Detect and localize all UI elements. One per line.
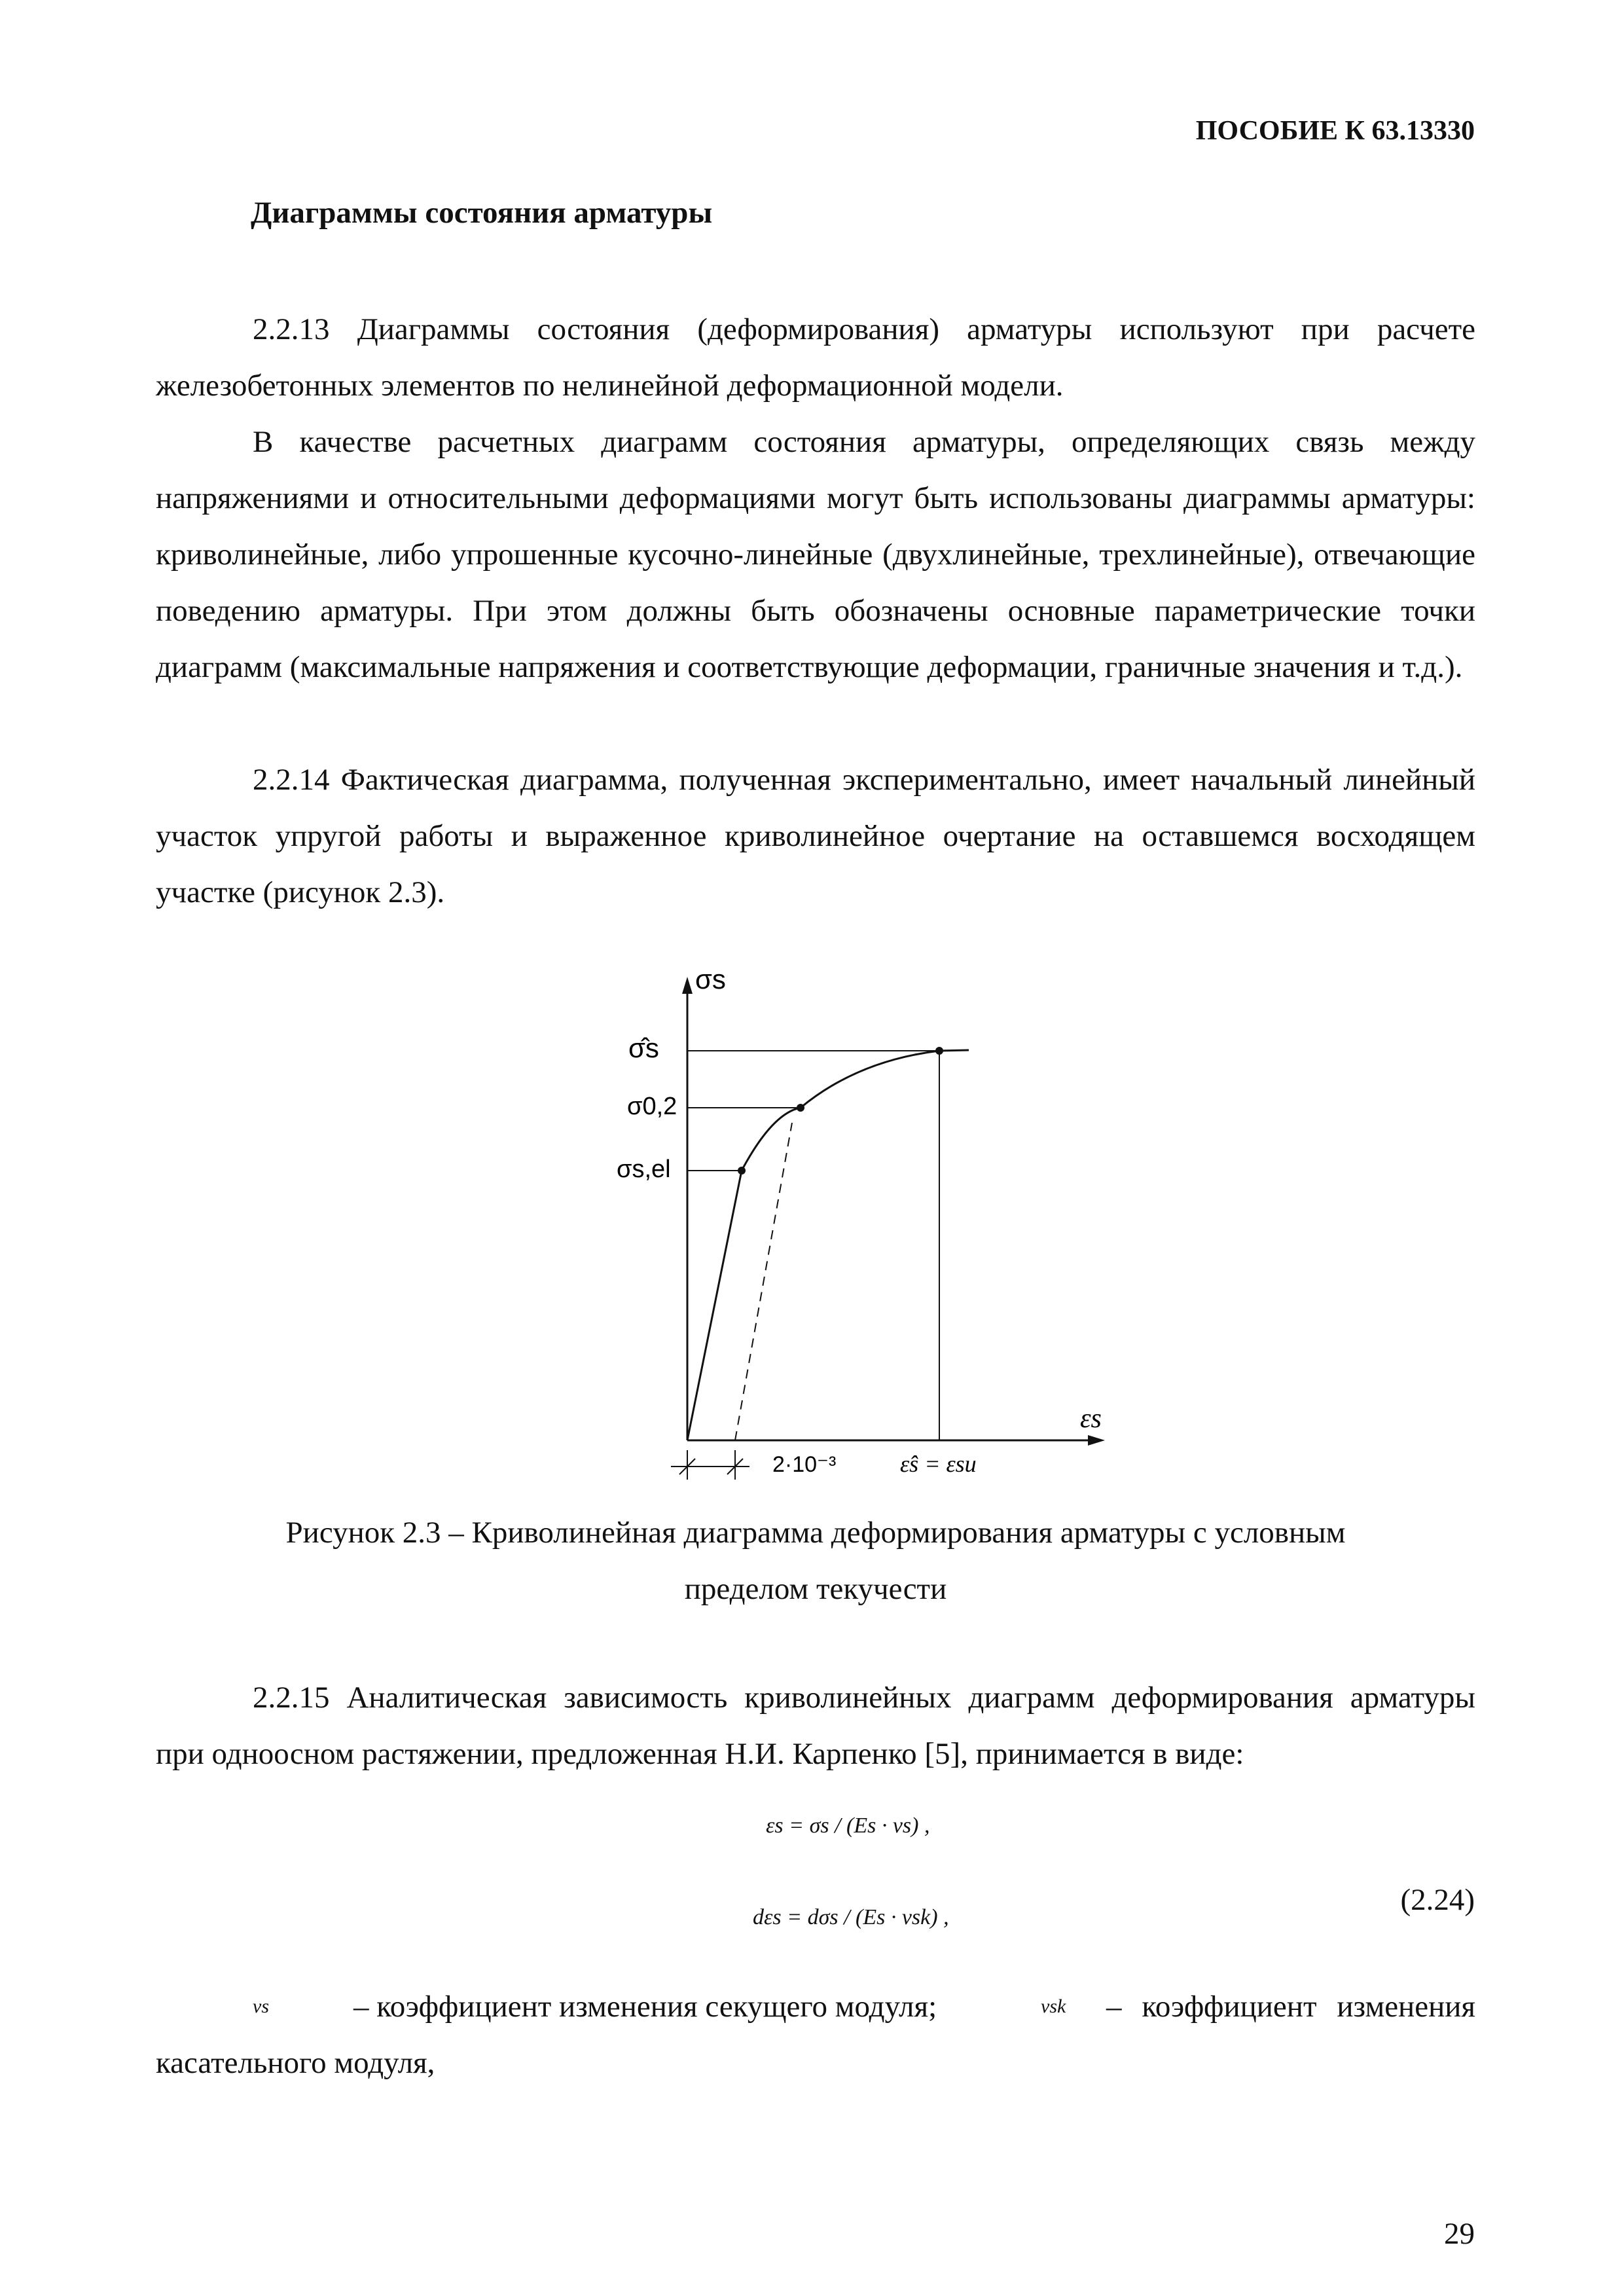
x-axis-arrow <box>1088 1435 1105 1446</box>
nu-sk-description: – коэффициент изменения <box>1106 1990 1475 2024</box>
figure-caption-line-1: Рисунок 2.3 – Криволинейная диаграмма деформирования арматуры с условным <box>285 1516 1346 1550</box>
point-sigma-hat <box>935 1047 943 1055</box>
point-sigma-el <box>738 1167 746 1175</box>
section-title: Диаграммы состояния арматуры <box>251 196 713 230</box>
point-sigma-02 <box>797 1104 804 1112</box>
figure-stress-strain-diagram <box>576 962 1126 1486</box>
y-axis-arrow <box>682 977 693 994</box>
paragraph-2-2-14: 2.2.14 Фактическая диаграмма, полученная экспериментально, имеет начальный линейный участок упругой работы и выраженное криволинейное очертание на оставшемся восходящем участке (рисунок 2.3). <box>156 763 1475 909</box>
paragraph-last-line: касательного модуля, <box>156 2046 435 2080</box>
equation-number: (2.24) <box>1400 1883 1475 1917</box>
x-axis-label: εs <box>1080 1404 1102 1434</box>
page-number: 29 <box>1444 2217 1475 2251</box>
label-sigma-02: σ0,2 <box>627 1093 677 1120</box>
figure-caption <box>156 1504 1475 1617</box>
label-sigma-el: σs,el <box>617 1156 671 1183</box>
label-offset-2e-3: 2·10⁻³ <box>772 1452 837 1477</box>
formula-secant: εs = σs / (Es · νs) , <box>766 1813 930 1838</box>
elastic-segment <box>687 1171 742 1440</box>
diagram-svg <box>576 962 1126 1486</box>
formula-tangent: dεs = dσs / (Es · νsk) , <box>753 1905 949 1929</box>
nu-sk-symbol: νsk <box>1041 1995 1066 2017</box>
label-sigma-hat: σ̂s <box>628 1032 659 1063</box>
label-eps-su: ε̂s = εsu <box>900 1451 977 1477</box>
figure-caption-line-2: пределом текучести <box>684 1572 947 1606</box>
paragraph-2-2-15: 2.2.15 Аналитическая зависимость криволинейных диаграмм деформирования арматуры при одноосном растяжении, предложенная Н.И. Карпенко [5], принимается в виде: <box>156 1681 1475 1771</box>
nu-s-description: – коэффициент изменения секущего модуля; <box>353 1990 937 2024</box>
y-axis-label: σs <box>695 964 726 994</box>
paragraph-diagram-types: В качестве расчетных диаграмм состояния арматуры, определяющих связь между напряжениями и относительными деформациями могут быть использованы диаграммы арматуры: криволинейные, либо упрошенные кусочно-линейные (двухлинейные, трехлинейные), отвечающие поведению арматуры. При этом должны быть обозначены основные параметрические точки диаграмм (максимальные напряжения и соответствующие деформации, граничные значения и т.д.). <box>156 425 1475 684</box>
document-code-header: ПОСОБИЕ К 63.13330 <box>1195 116 1475 146</box>
curve-segment <box>742 1050 969 1171</box>
nu-s-symbol: νs <box>253 1995 269 2017</box>
paragraph-2-2-13: 2.2.13 Диаграммы состояния (деформирования) арматуры используют при расчете железобетонных элементов по нелинейной деформационной модели. <box>156 312 1475 403</box>
